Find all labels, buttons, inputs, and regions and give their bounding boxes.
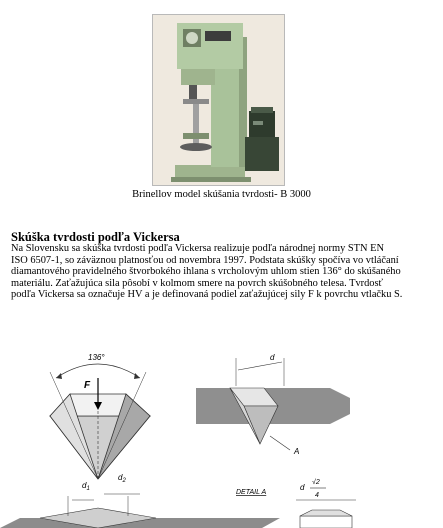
detail-formula-sqrt: √2 — [312, 479, 320, 486]
d1-label: $d_1$ — [82, 481, 90, 492]
specimen-indentation — [196, 358, 350, 450]
section-heading: Skúška tvrdosti podľa Vickersa — [11, 230, 180, 244]
body-line: Na Slovensku sa skúška tvrdosti podľa Vickersa realizuje podľa národnej normy STN EN — [11, 243, 384, 254]
body-line: podľa Vickersa sa označuje HV a je definovaná podiel zaťažujúcej sily F k povrchu vtlačku S. — [11, 289, 403, 300]
d2-label: $d_2$ — [118, 473, 126, 484]
indenter-pyramid — [50, 364, 150, 479]
detail-label: DETAIL A — [236, 489, 267, 496]
d-label: d — [270, 353, 275, 362]
vickers-indentation-diagram — [0, 340, 443, 528]
a-label: A — [294, 447, 300, 456]
detail-a-drawing — [296, 500, 356, 528]
detail-formula-d: d — [300, 483, 305, 492]
detail-formula-den: 4 — [315, 492, 319, 499]
angle-label: 136° — [88, 353, 105, 362]
photo-caption: Brinellov model skúšania tvrdosti- B 3000 — [132, 189, 311, 200]
force-label: F — [84, 380, 91, 391]
indentation-print — [0, 494, 280, 528]
hardness-tester-photo — [152, 14, 285, 186]
body-line: diamantového pravidelného štvorbokého ihlana s vrcholovým uhlom stien 136° do skúšaného — [11, 266, 401, 277]
body-line: materiálu. Zaťažujúca sila pôsobí v kolmom smere na povrch skúšobného telesa. Tvrdosť — [11, 277, 383, 289]
hardness-tester-illustration — [153, 15, 284, 185]
body-line: ISO 6507-1, so záväznou platnosťou od novembra 1997. Podstata skúšky spočíva vo vtláčaní — [11, 254, 399, 266]
section-body — [11, 243, 437, 301]
